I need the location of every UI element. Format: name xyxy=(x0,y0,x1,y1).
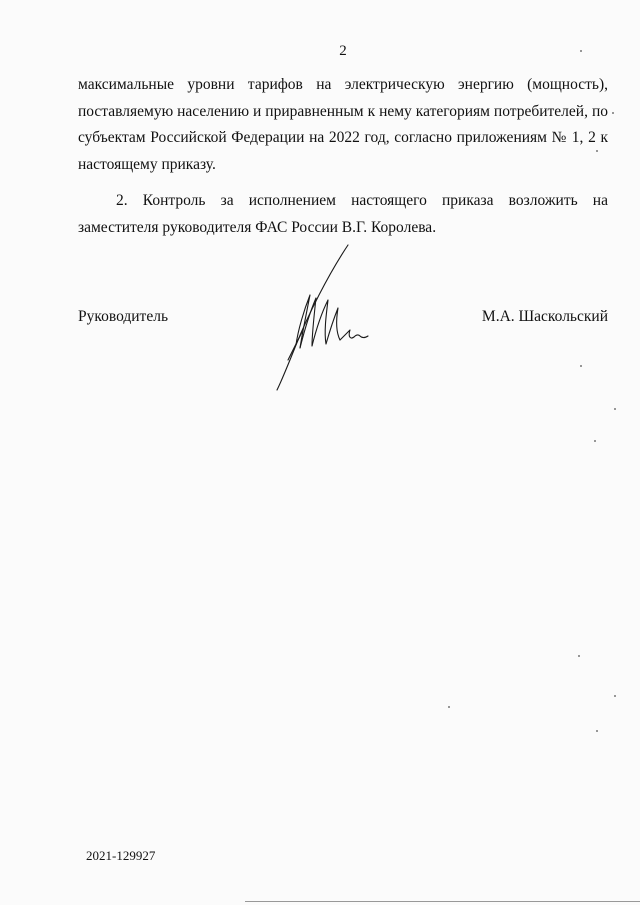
scan-speck xyxy=(596,730,598,732)
scan-speck xyxy=(580,365,582,367)
paragraph-tariffs: максимальные уровни тарифов на электрическую энергию (мощность), поставляемую населению и приравненным к нему категориям потребителей, по субъектам Российской Федерации на 2022 год, согласно приложениям № 1, 2 к настоящему приказу. xyxy=(78,76,608,173)
body-text xyxy=(78,72,608,241)
paragraph-control: 2. Контроль за исполнением настоящего приказа возложить на заместителя руководителя ФАС России В.Г. Королева. xyxy=(78,192,608,236)
scan-speck xyxy=(448,706,450,708)
scan-speck xyxy=(596,150,598,152)
signatory-title: Руководитель xyxy=(78,308,169,325)
scan-edge-line xyxy=(245,901,640,902)
handwritten-signature xyxy=(268,240,378,395)
signatory-name: М.А. Шаскольский xyxy=(481,308,608,325)
scan-speck xyxy=(614,695,616,697)
document-number: 2021-129927 xyxy=(86,848,156,863)
scan-speck xyxy=(612,112,614,114)
scan-speck xyxy=(578,655,580,657)
scan-speck xyxy=(614,408,616,410)
page-number: 2 xyxy=(339,43,347,59)
scan-speck xyxy=(580,50,582,52)
scan-speck xyxy=(594,440,596,442)
